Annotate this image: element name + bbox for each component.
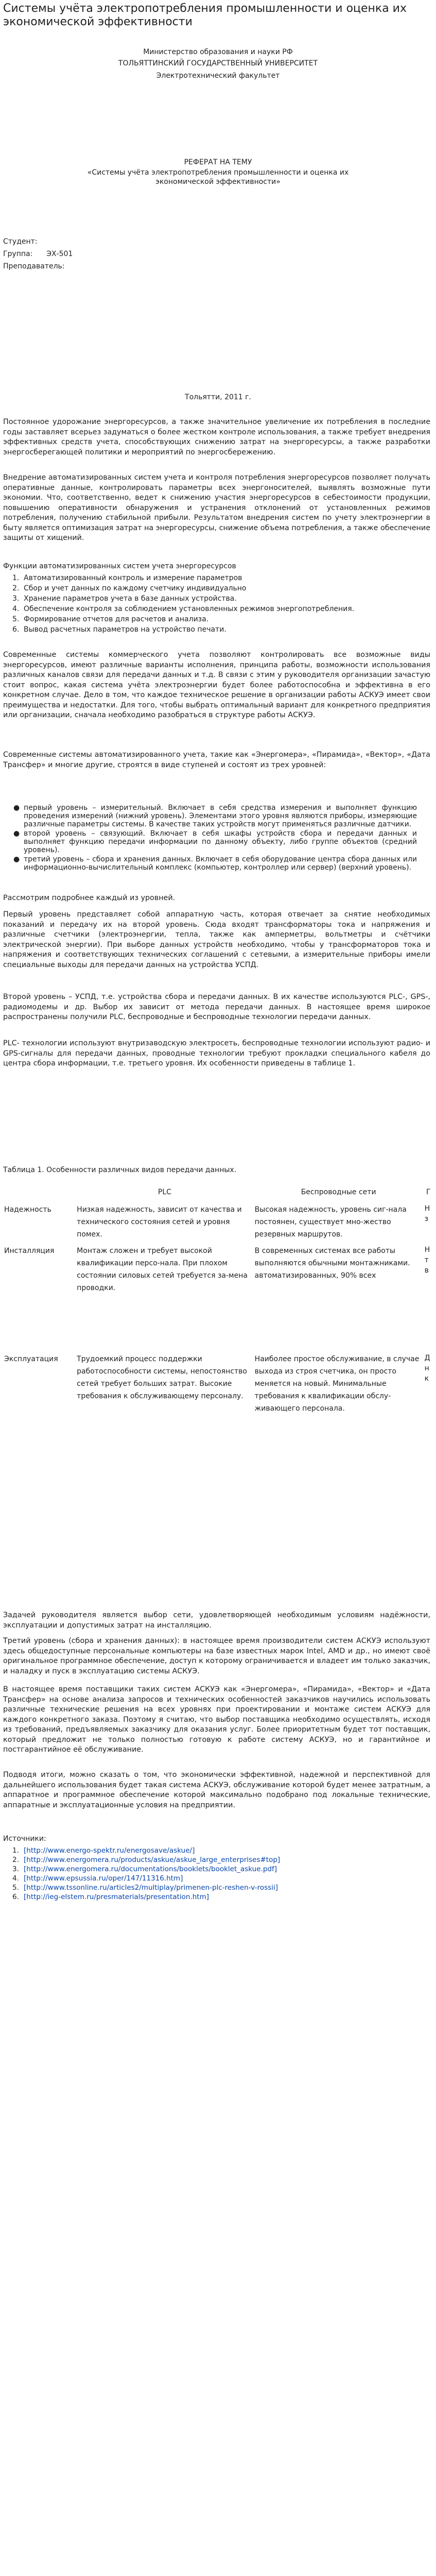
list-item: ● третий уровень – сбора и хранения данных. Включает в себя оборудование центра сбора данных или информационно-вычислительный комплекс (компьютер, контроллер или сервер) (верхний уровень). <box>13 855 417 872</box>
list-item: ● первый уровень – измерительный. Включает в себя средства измерения и выполняет функцию проведения измерений (нижний уровень). Элементами этого уровня являются приборы, измеряющие различные параметры системы. В качестве таких устройств могут применяться различные датчики. <box>13 804 417 828</box>
list-item: 1. [http://www.energo-spektr.ru/energosave/askue/] <box>12 1846 195 1855</box>
list-item: 2. Сбор и учет данных по каждому счетчику индивидуально <box>12 584 247 592</box>
list-item: ● второй уровень – связующий. Включает в себя шкафы устройств сбора и передачи данных и выполняет функцию передачи информации по данному объекту, либо группе объектов (средний уровень). <box>13 829 417 854</box>
table-cell: Наиболее простое обслуживание, в случае выхода из строя счетчика, он просто меняется на новый. Минимальные требования к квалификации обслу-живающего персонала. <box>254 1355 420 1413</box>
table-cell: Надежность <box>4 1206 51 1214</box>
paragraph: Подводя итоги, можно сказать о том, что экономически эффективной, надежной и перспективной для дальнейшего использования будет такая система АСКУЭ, обслуживание которой будет менее затратным, а аппаратное и программное обеспечение которой максимально подобрано под локальные технические, аппаратные и эксплуатационные условия на предприятии. <box>3 1771 430 1809</box>
table-header-cell: Г <box>426 1188 431 1196</box>
table-row <box>3 1201 433 1243</box>
table-cell-text: автоматизированных, 90% всех <box>254 1272 376 1280</box>
paragraph: Третий уровень (сбора и хранения данных): в настоящее время производители систем АСКУЭ используют здесь общедоступные персональные компьютеры на базе известных марок Intel, AMD и др., но имеют своё оригинальное программное обеспечение, доступ к которому ограничивается и владеет им только заказчик, и наладку и пуск в эксплуатацию системы АСКУЭ. <box>3 1637 430 1675</box>
list-item: 3. Хранение параметров учета в базе данных устройства. <box>12 595 237 603</box>
paragraph: Постоянное удорожание энергоресурсов, а также значительное увеличение их потребления в последние годы заставляет всерьез задуматься о более жестком контроле использования, а также требует внедрения эффективных средств учета, способствующих снижению затрат на энергоресурсы, а также разработки энергосберегающей политики и мероприятий по энергосбережению. <box>3 418 430 456</box>
table-header-cell: Беспроводные сети <box>301 1188 376 1196</box>
list-item: 1. Автоматизированный контроль и измерение параметров <box>12 574 242 582</box>
student-label: Студент: <box>3 238 38 246</box>
source-link[interactable]: [http://www.epsussia.ru/oper/147/11316.htm] <box>24 1874 183 1883</box>
group-label: Группа: <box>3 250 33 258</box>
doc-type: РЕФЕРАТ НА ТЕМУ <box>184 158 252 166</box>
table-header-cell: PLC <box>158 1188 171 1196</box>
list-item: 6. [http://ieg-elstem.ru/presmaterials/presentation.htm] <box>12 1893 210 1901</box>
table-cell: Инсталляция <box>4 1247 55 1255</box>
list-item: 6. Вывод расчетных параметров на устройство печати. <box>12 625 226 634</box>
paragraph: Рассмотрим подробнее каждый из уровней. <box>3 894 176 902</box>
sources-heading: Источники: <box>3 1835 46 1843</box>
paragraph: В настоящее время поставщики таких систем АСКУЭ как «Энергомера», «Пирамида», «Вектор» и «Дата Трансфер» на основе анализа запросов и технических особенностей заказчиков научились использовать различные технические решения на всех уровнях при проектировании и монтаже систем АСКУЭ для каждого конкретного заказа. Поэтому я считаю, что выбор поставщика необходимо осуществлять, исходя из требований, предъявляемых заказчику для оказания услуг. Более приоритетным будет тот поставщик, который предложит не только полностью готовую к работе систему АСКУЭ, но и гарантийное и постгарантийное её обслуживание. <box>3 1685 430 1754</box>
source-link[interactable]: [http://ieg-elstem.ru/presmaterials/presentation.htm] <box>24 1893 210 1901</box>
source-link[interactable]: [http://www.energomera.ru/documentations/booklets/booklet_askue.pdf] <box>24 1865 277 1873</box>
paragraph: Внедрение автоматизированных систем учета и контроля потребления энергоресурсов позволяет получать оперативные данные, контролировать параметры всех энергоносителей, выявлять возможные пути экономии. Что, соответственно, ведет к снижению участия энергоресурсов в себестоимости продукции, повышению оперативности обнаружения и устранения отклонений от установленных режимов потребления, получению стабильной прибыли. Результатом внедрения систем по учету электроэнергии в быту является оптимизация затрат на энергоресурсы, снижение объема потребления, а также обеспечение защиты от хищений. <box>3 473 430 542</box>
paragraph: Современные системы автоматизированного учета, такие как «Энергомера», «Пирамида», «Вектор», «Дата Трансфер» и многие другие, строятся в виде ступеней и состоят из трех уровней: <box>3 751 430 769</box>
table-cell: Монтаж сложен и требует высокой квалификации персо-нала. При плохом состоянии силовых сетей требуется за-мена проводки. <box>77 1247 248 1292</box>
source-link[interactable]: [http://www.tssonline.ru/articles2/multiplay/primenen-plc-reshen-v-rossii] <box>24 1884 278 1892</box>
list-item: 4. [http://www.epsussia.ru/oper/147/11316.htm] <box>12 1874 183 1883</box>
table-row <box>3 1351 433 1417</box>
levels-list <box>0 804 417 873</box>
ministry-line: Министерство образования и науки РФ <box>143 48 293 56</box>
functions-heading: Функции автоматизированных систем учета энергоресурсов <box>3 562 236 570</box>
sources-list <box>0 1846 427 1902</box>
table-cell: Н т в <box>424 1246 430 1275</box>
table-row <box>3 1243 433 1351</box>
doc-topic: «Системы учёта электропотребления промышленности и оценка их экономической эффективности» <box>87 168 349 186</box>
source-link[interactable]: [http://www.energo-spektr.ru/energosave/askue/] <box>24 1846 195 1855</box>
page-title: Системы учёта электропотребления промышленности и оценка их экономической эффективности <box>3 2 407 28</box>
table-cell-text: В современных системах все работы выполняются обычными монтажниками. <box>254 1247 410 1267</box>
paragraph: Современные системы коммерческого учета позволяют контролировать все возможные виды энергоресурсов, имеют различные варианты исполнения, принципа работы, возможности использования различных каналов связи для передачи данных и т.д. В связи с этим у руководителя организации зачастую стоит вопрос, какая система учёта электроэнергии будет более работоспособна и эффективна в его конкретном случае. Дело в том, что каждое техническое решение в организации работы АСКУЭ имеет свои преимущества и недостатки. Для того, чтобы выбрать оптимальный вариант для конкретного предприятия или организации, сначала необходимо разобраться в структуре работы АСКУЭ. <box>3 651 430 719</box>
table-cell: Низкая надежность, зависит от качества и технического состояния сетей и уровня помех. <box>77 1206 242 1239</box>
table-cell <box>254 1243 424 1351</box>
data-table <box>3 1183 433 1417</box>
table-cell: Высокая надежность, уровень сиг-нала постоянен, существует мно-жество резервных маршрутов. <box>254 1206 407 1239</box>
source-link[interactable]: [http://www.energomera.ru/products/askue/askue_large_enterprises#top] <box>24 1856 281 1864</box>
paragraph: PLC- технологии используют внутризаводскую электросеть, беспроводные технологии используют радио- и GPS-сигналы для передачи данных, проводные технологии требуют прокладки специального кабеля до центра сбора информации, т.е. третьего уровня. Их особенности приведены в таблице 1. <box>3 1039 430 1067</box>
table-header-cell <box>3 1183 76 1201</box>
group-row <box>3 249 430 259</box>
table-caption: Таблица 1. Особенности различных видов передачи данных. <box>3 1166 237 1174</box>
table-cell: Эксплуатация <box>4 1355 58 1363</box>
city-year: Тольятти, 2011 г. <box>185 393 251 401</box>
table-cell: Д н к <box>424 1354 430 1383</box>
functions-list <box>0 574 427 636</box>
paragraph: Второй уровень – УСПД, т.е. устройства сбора и передачи данных. В их качестве используются PLC-, GPS-, радиомодемы и др. Выбор их зависит от метода передачи данных. В настоящее время широкое распространены получили PLC, беспроводные и беспроводные технологии передачи данных. <box>3 993 430 1021</box>
teacher-label: Преподаватель: <box>3 262 65 270</box>
list-item: 5. [http://www.tssonline.ru/articles2/multiplay/primenen-plc-reshen-v-rossii] <box>12 1884 278 1892</box>
list-item: 3. [http://www.energomera.ru/documentations/booklets/booklet_askue.pdf] <box>12 1865 277 1873</box>
list-item: 5. Формирование отчетов для расчетов и анализа. <box>12 615 209 623</box>
faculty-line: Электротехнический факультет <box>156 72 280 80</box>
paragraph: Задачей руководителя является выбор сети, удовлетворяющей необходимым условиям надёжности, эксплуатации и допустимых затрат на инсталляцию. <box>3 1611 430 1630</box>
table-cell: Н з <box>424 1205 430 1223</box>
list-item: 4. Обеспечение контроля за соблюдением установленных режимов энергопотребления. <box>12 605 355 613</box>
list-item: 2. [http://www.energomera.ru/products/askue/askue_large_enterprises#top] <box>12 1856 281 1864</box>
table-header-row <box>3 1183 433 1201</box>
group-value: ЭХ-501 <box>46 250 73 258</box>
table-cell: Трудоемкий процесс поддержки работоспособности системы, непостоянство сетей требует больших затрат. Высокие требования к обслуживающему персоналу. <box>77 1355 247 1400</box>
university-line: ТОЛЬЯТТИНСКИЙ ГОСУДАРСТВЕННЫЙ УНИВЕРСИТЕТ <box>118 59 318 67</box>
paragraph: Первый уровень представляет собой аппаратную часть, которая отвечает за снятие необходимых показаний и передачу их на второй уровень. Сюда входят трансформаторы тока и напряжения и различные счетчики (электроэнергии, тепла, также как амперметры, вольтметры и счётчики электрической энергии). При выборе данных устройств необходимо, чтобы у трансформаторов тока и напряжения и соответствующих технических соглашений с сетевыми, а измерительные приборы имели специальные выходы для передачи данных на устройства УСПД. <box>3 910 430 969</box>
